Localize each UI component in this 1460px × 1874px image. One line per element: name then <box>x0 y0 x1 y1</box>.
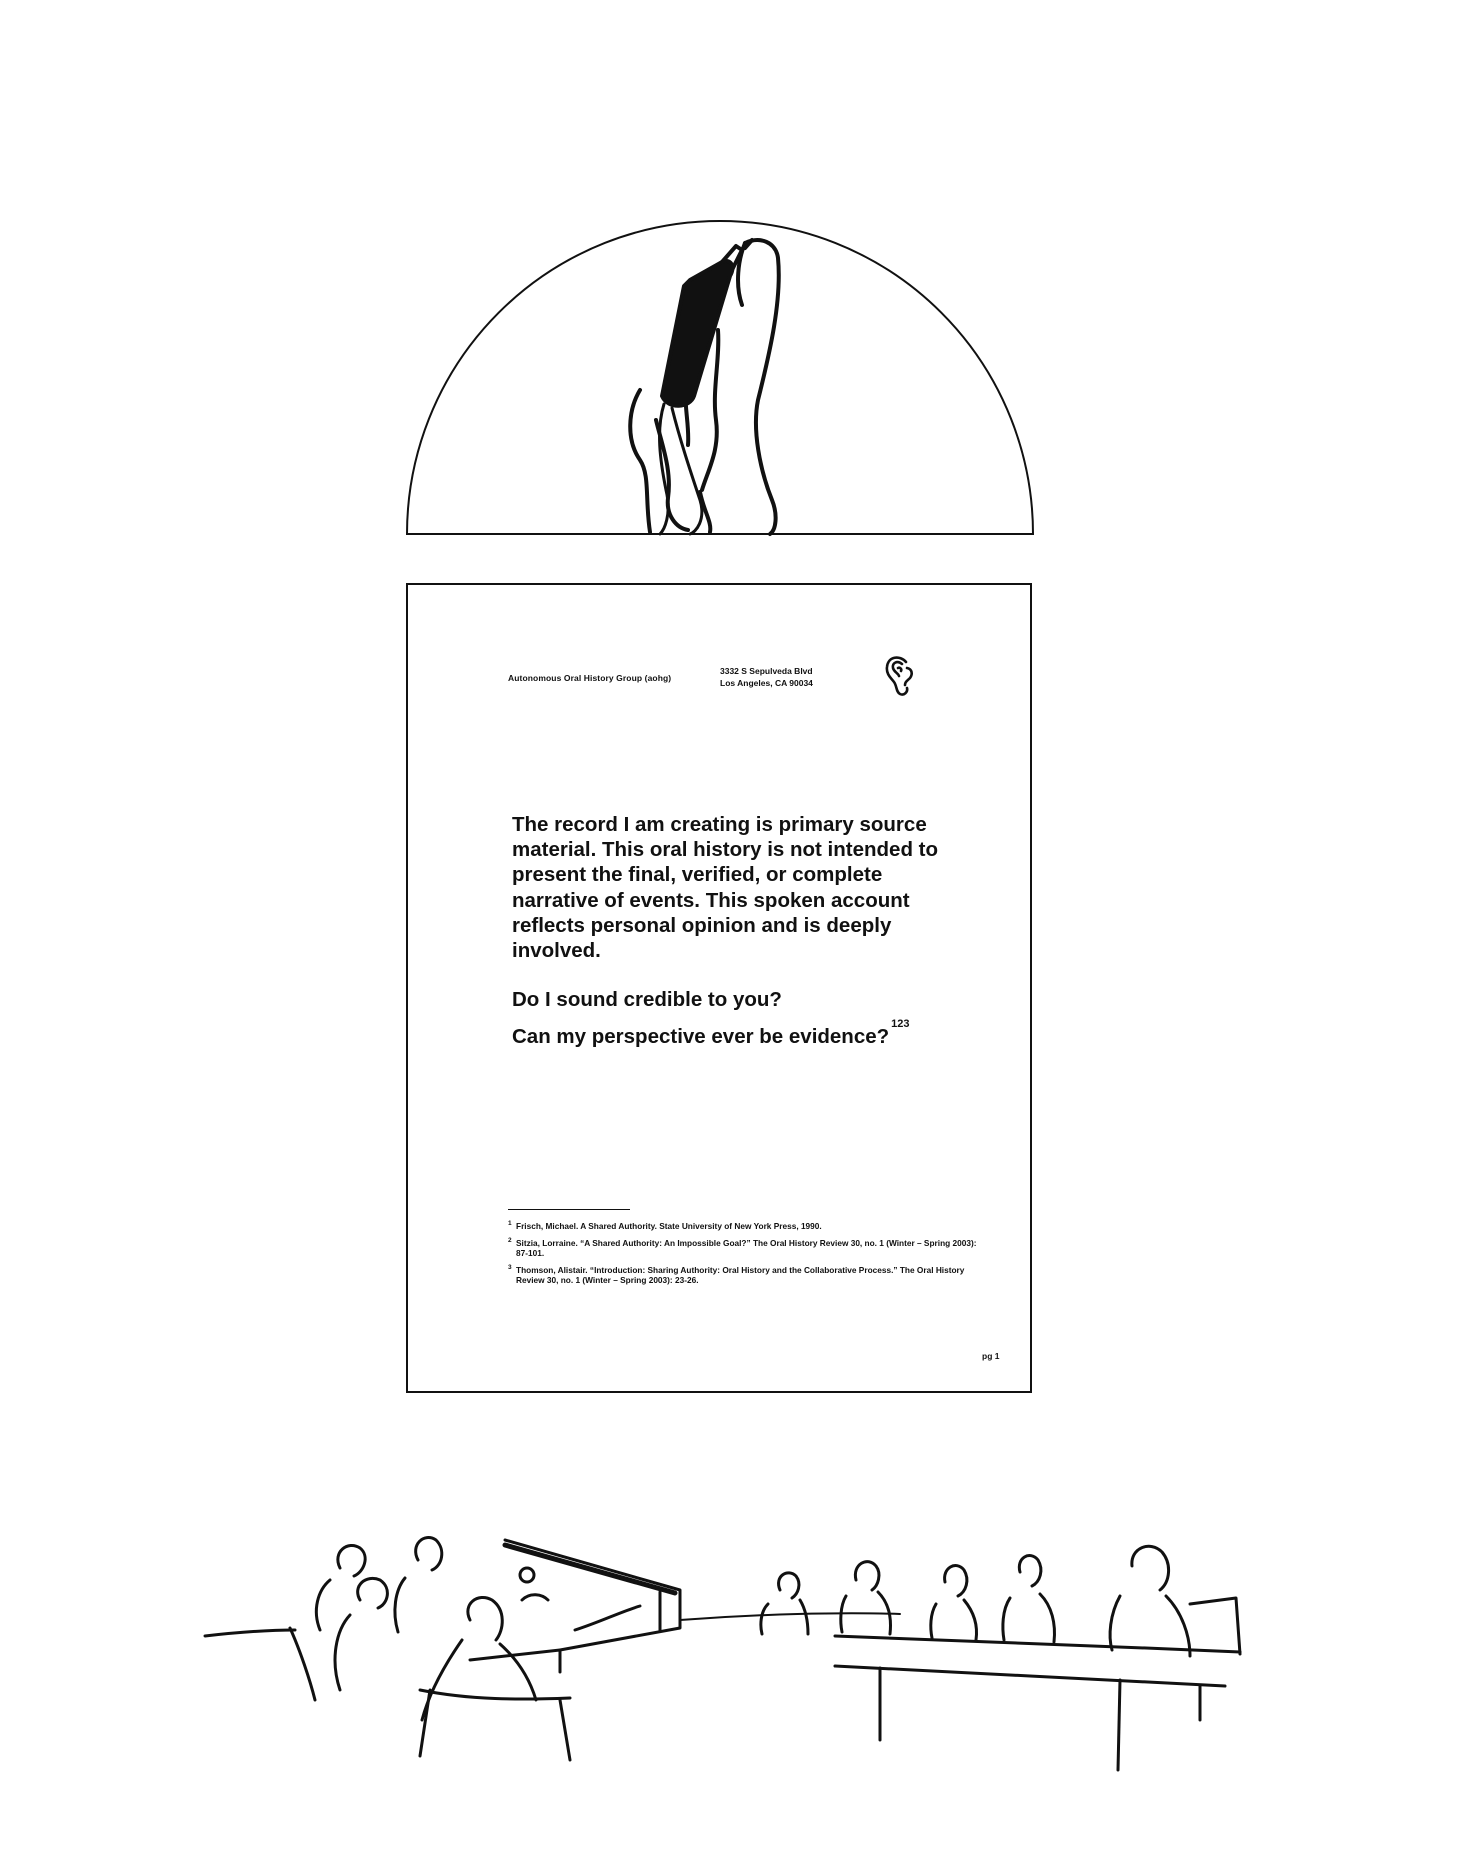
footnote-number: 3 <box>508 1263 512 1271</box>
arch-illustration <box>0 0 1460 560</box>
ear-icon <box>882 652 916 698</box>
letterhead-address <box>720 665 813 689</box>
address-line-2: Los Angeles, CA 90034 <box>720 678 813 688</box>
question-evidence: Can my perspective ever be evidence? <box>512 1025 890 1049</box>
footnote-text: Frisch, Michael. A Shared Authority. State University of New York Press, 1990. <box>516 1221 822 1231</box>
page-number: pg 1 <box>982 1351 1000 1361</box>
footnote-divider <box>508 1209 630 1210</box>
address-line-1: 3332 S Sepulveda Blvd <box>720 666 813 676</box>
footnote-1 <box>508 1221 978 1232</box>
hand-holding-recorder-illustration <box>630 240 779 534</box>
statement-paragraph: The record I am creating is primary source material. This oral history is not intended to present the final, verified, or complete narrative of events. This spoken account reflects personal opinion and is deeply involved. <box>512 813 939 963</box>
meeting-room-illustration <box>0 1510 1460 1874</box>
footnote-2 <box>508 1238 978 1259</box>
footnote-number: 2 <box>508 1236 512 1244</box>
footnote-text: Sitzia, Lorraine. “A Shared Authority: An Impossible Goal?” The Oral History Review 30, no. 1 (Winter – Spring 2003): 87-101. <box>516 1237 977 1258</box>
letterhead-organization: Autonomous Oral History Group (aohg) <box>508 673 672 683</box>
footnote-3 <box>508 1265 978 1286</box>
footnote-references: 123 <box>891 1018 910 1031</box>
question-credible: Do I sound credible to you? <box>512 988 782 1011</box>
document-page <box>406 583 1032 1393</box>
footnote-number: 1 <box>508 1220 512 1227</box>
question-block <box>512 987 952 1049</box>
question-evidence-line <box>512 1012 952 1049</box>
footnote-text: Thomson, Alistair. “Introduction: Sharing Authority: Oral History and the Collaborative Process.” The Oral History Review 30, no. 1 (Winter – Spring 2003): 23-26. <box>516 1264 965 1285</box>
footnotes <box>508 1221 978 1292</box>
